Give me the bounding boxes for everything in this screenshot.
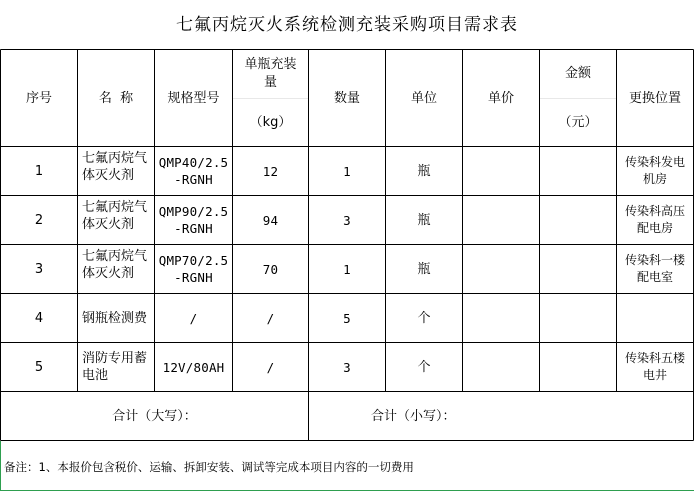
row-2-fill-weight: 94	[262, 212, 279, 228]
page-title: 七氟丙烷灭火系统检测充装采购项目需求表	[176, 15, 518, 35]
row-2-name: 七氟丙烷气体灭火剂	[82, 200, 148, 232]
row-2-unit: 瓶	[417, 212, 431, 228]
row-5-unit-price[interactable]	[463, 343, 539, 391]
row-1-name: 七氟丙烷气体灭火剂	[82, 151, 148, 183]
header-amount-unit: （元）	[558, 114, 598, 130]
row-2-index: 2	[34, 212, 44, 228]
row-1-unit: 瓶	[417, 163, 431, 179]
row-3-index: 3	[34, 261, 44, 277]
row-1-fill-weight: 12	[262, 163, 279, 179]
row-2-model-line2: -RGNH	[174, 221, 213, 236]
row-3-model-line2: -RGNH	[174, 270, 213, 285]
row-3-unit: 瓶	[417, 261, 431, 277]
row-5-quantity: 3	[343, 359, 351, 375]
row-1-location: 传染科发电机房	[624, 155, 685, 186]
header-fill-weight-unit: （kg）	[249, 114, 292, 130]
row-3-model	[155, 245, 232, 293]
header-divider-fill	[233, 98, 308, 99]
row-4-quantity: 5	[343, 310, 351, 326]
row-4-unit-price[interactable]	[463, 294, 539, 342]
row-5-amount[interactable]	[540, 343, 616, 391]
header-amount: 金额	[564, 65, 591, 81]
row-5-model-line1: 12V/80AH	[162, 359, 225, 375]
header-unit: 单位	[410, 90, 437, 106]
row-4-name: 钢瓶检测费	[82, 310, 148, 326]
row-3-amount[interactable]	[540, 245, 616, 293]
row-1-model-line2: -RGNH	[174, 172, 213, 187]
row-5-model	[155, 343, 232, 391]
row-4-index: 4	[34, 310, 44, 326]
row-5-location: 传染科五楼电井	[624, 351, 685, 382]
row-1-model-line1: QMP40/2.5	[158, 155, 229, 170]
row-4-unit: 个	[417, 310, 431, 326]
row-5-name: 消防专用蓄电池	[82, 351, 148, 383]
header-fill-weight-line1: 单瓶充装	[244, 57, 297, 72]
row-3-location: 传染科一楼配电室	[624, 253, 685, 284]
header-unit-price: 单价	[487, 90, 514, 106]
header-index: 序号	[25, 90, 52, 106]
total-uppercase-label: 合计（大写）：	[112, 408, 197, 424]
row-5-index: 5	[34, 359, 44, 375]
row-1-model	[155, 147, 232, 195]
row-5-fill-weight: /	[266, 359, 275, 375]
row-1-index: 1	[34, 163, 44, 179]
row-5-unit: 个	[417, 359, 431, 375]
header-quantity: 数量	[333, 90, 360, 106]
row-1-quantity: 1	[343, 163, 351, 179]
row-1-amount[interactable]	[540, 147, 616, 195]
row-2-model-line1: QMP90/2.5	[158, 204, 229, 219]
header-model: 规格型号	[167, 90, 220, 106]
total-lowercase-label: 合计（小写）：	[371, 408, 456, 424]
row-3-quantity: 1	[343, 261, 351, 277]
header-location: 更换位置	[628, 90, 681, 106]
row-2-amount[interactable]	[540, 196, 616, 244]
header-fill-weight-line2: 量	[263, 75, 277, 90]
row-2-location: 传染科高压配电房	[624, 204, 685, 235]
row-4-fill-weight: /	[266, 310, 275, 326]
row-3-fill-weight: 70	[262, 261, 279, 277]
row-2-unit-price[interactable]	[463, 196, 539, 244]
row-2-model	[155, 196, 232, 244]
remarks-note: 备注：1、本报价包含税价、运输、拆卸安装、调试等完成本项目内容的一切费用	[4, 460, 414, 474]
row-4-model-line1: /	[189, 310, 198, 326]
row-2-quantity: 3	[343, 212, 351, 228]
row-4-amount[interactable]	[540, 294, 616, 342]
header-name: 名 称	[98, 90, 134, 106]
row-3-model-line1: QMP70/2.5	[158, 253, 229, 268]
row-4-location	[617, 294, 693, 342]
row-1-unit-price[interactable]	[463, 147, 539, 195]
row-3-unit-price[interactable]	[463, 245, 539, 293]
row-3-name: 七氟丙烷气体灭火剂	[82, 249, 148, 281]
row-4-model	[155, 294, 232, 342]
header-divider-amount	[540, 98, 616, 99]
